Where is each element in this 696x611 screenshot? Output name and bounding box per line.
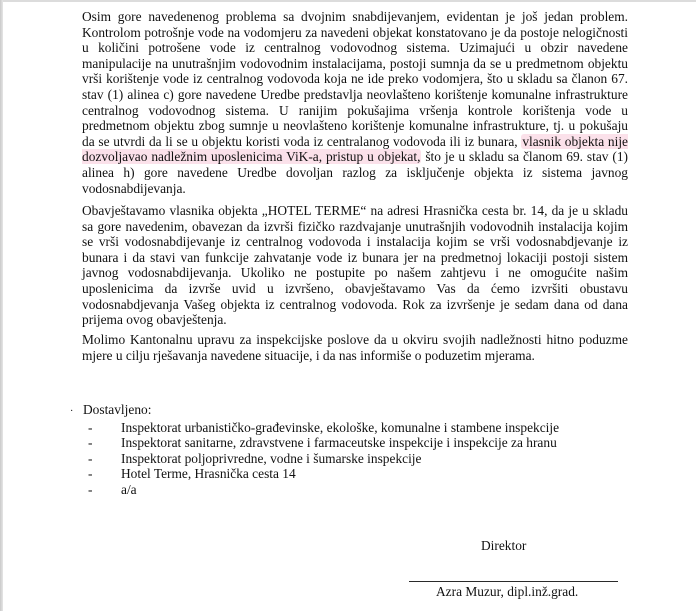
document-body	[82, 9, 628, 363]
recipient-label: Inspektorat sanitarne, zdravstvene i farmaceutske inspekcije i inspekcije za hranu	[121, 435, 557, 451]
page-left-edge	[0, 0, 3, 611]
bullet-dot: ·	[70, 406, 74, 417]
signature-title: Direktor	[481, 538, 527, 553]
delivered-to-section	[70, 402, 559, 498]
recipient-item	[88, 420, 559, 436]
page-top-edge	[0, 0, 696, 2]
recipient-label: Inspektorat poljoprivredne, vodne i šumarske inspekcije	[121, 450, 422, 466]
highlighted-text: vlasnik objekta nije dozvoljavao nadležnim uposlenicima ViK-a, pristup u objekat,	[82, 133, 628, 165]
recipient-item	[88, 451, 559, 467]
dash-bullet: -	[88, 435, 93, 451]
dash-bullet: -	[88, 466, 93, 482]
dash-bullet: -	[88, 481, 93, 497]
recipient-item	[88, 435, 559, 451]
dash-bullet: -	[88, 419, 93, 435]
paragraph-inspection-request: Molimo Kantonalnu upravu za inspekcijske poslove da u okviru svojih nadležnosti hitno poduzme mjere u cilju rješavanja navedene situacije, i da nas informiše o poduzetim mjerama.	[82, 332, 628, 363]
signer-name: Azra Muzur, dipl.inž.grad.	[436, 584, 579, 599]
delivered-heading-row	[70, 402, 559, 420]
dash-bullet: -	[88, 450, 93, 466]
recipient-label: a/a	[121, 481, 137, 497]
recipient-item	[88, 466, 559, 482]
paragraph1-text-before: Osim gore navedenenog problema sa dvojnim snabdijevanjem, evidentan je još jedan problem. Kontrolom potrošnje vode na vodomjeru za navedeni objekat konstatovano je da postoje nelogičnosti u količini potrošene vode iz centralnog vodovodnog sistema. Uzimajući u obzir navedene manipulacije na unutrašnjim vodovodnim instalacijama, postoji sumnja da se u predmetnom objektu vrši korištenje vode iz centralnog vodovoda koja ne ide preko vodomjera, što u skladu sa članon 67. stav (1) alinea c) gore navedene Uredbe predstavlja neovlašteno korištenje komunalne infrastrukture centralnog vodovodnog sistema. U ranijim pokušajima vršenja kontrole korištenja vode u predmetnom objektu zbog sumnje u neovlašteno korištenje komunalne infrastrukture, tj. u pokušaju da se utvrdi da li se u objektu koristi voda iz centralanog vodovoda ili iz bunara,	[82, 9, 628, 149]
recipient-list	[70, 420, 559, 498]
paragraph-duplicate-supply-problem	[82, 9, 628, 196]
delivered-heading: Dostavljeno:	[83, 402, 152, 417]
paragraph1-text-after: što je u skladu sa članom 69. stav (1) alinea h) gore navedene Uredbe dovoljan razlog za isključenje objekta iz sistema javnog vodosnabdijevanja.	[82, 149, 628, 196]
signature-line	[409, 581, 618, 582]
recipient-label: Hotel Terme, Hrasnička cesta 14	[121, 466, 296, 482]
recipient-label: Inspektorat urbanističko-građevinske, ekološke, komunalne i stambene inspekcije	[121, 419, 560, 435]
recipient-item	[88, 482, 559, 498]
paragraph-owner-notice: Obavještavamo vlasnika objekta „HOTEL TERME“ na adresi Hrasnička cesta br. 14, da je u skladu sa gore navedenim, obavezan da izvrši fizičko razdvajanje unutrašnjih vodovodnih instalacija kojim se vrši vodosnabdijevanje iz centralnog vodovoda i instalacija kojim se vrši vodosnabdjevanje iz bunara i da stavi van funkcije zahvatanje vode iz bunara jer na predmetnoj lokaciji postoji sistem javnog vodosnabdijevanja. Ukoliko ne postupite po našem zahtjevu i ne omogućite našim uposlenicima da izvrše uvid u izvršeno, obavještavamo Vas da ćemo izvršiti obustavu vodosnabdjevanja Vašeg objekta iz centralnog vodovoda. Rok za izvršenje je sedam dana od dana prijema ovog obavještenja.	[82, 203, 628, 328]
